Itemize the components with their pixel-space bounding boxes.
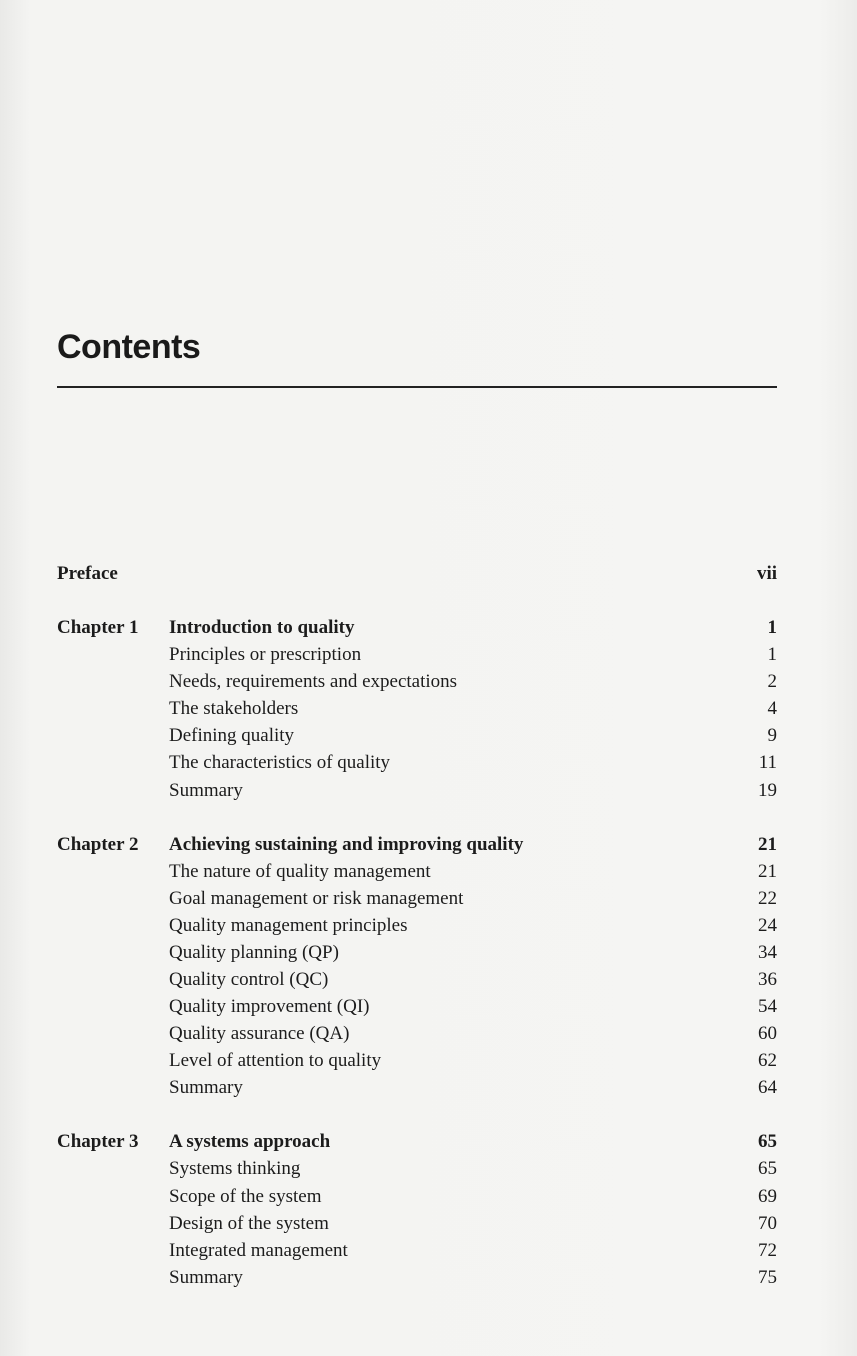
section-title: Systems thinking <box>169 1158 301 1180</box>
section-title: Quality improvement (QI) <box>169 996 370 1018</box>
preface-page: vii <box>756 563 777 584</box>
section-title: Level of attention to quality <box>169 1050 382 1072</box>
chapter-label: Chapter 3 <box>57 1131 139 1153</box>
section-page: 22 <box>758 887 777 909</box>
toc-section[interactable] <box>57 777 777 804</box>
toc-chapter[interactable] <box>57 831 777 858</box>
toc-section[interactable] <box>57 668 777 695</box>
section-title: The stakeholders <box>169 698 299 720</box>
title-rule <box>57 386 777 388</box>
section-page: 62 <box>758 1050 777 1072</box>
preface-label: Preface <box>57 563 118 584</box>
toc-section[interactable] <box>57 1183 777 1210</box>
toc-section[interactable] <box>57 1074 777 1101</box>
toc-preface[interactable] <box>57 560 777 587</box>
chapter-page: 1 <box>767 616 777 638</box>
section-title: Summary <box>169 1266 243 1288</box>
chapter-label: Chapter 2 <box>57 833 139 855</box>
toc-section[interactable] <box>57 1020 777 1047</box>
toc-section[interactable] <box>57 939 777 966</box>
section-title: Quality assurance (QA) <box>169 1023 350 1045</box>
section-page: 1 <box>767 644 777 666</box>
section-title: Summary <box>169 1077 243 1099</box>
spacer <box>57 1101 777 1128</box>
section-title: Quality control (QC) <box>169 969 329 990</box>
section-page: 64 <box>758 1077 777 1099</box>
toc-chapter[interactable] <box>57 1128 777 1155</box>
section-title: Principles or prescription <box>169 644 362 666</box>
section-title: Defining quality <box>169 725 295 747</box>
spacer <box>57 804 777 831</box>
toc-section[interactable] <box>57 993 777 1020</box>
page-title: Contents <box>57 328 201 366</box>
section-page: 11 <box>758 752 777 774</box>
section-page: 72 <box>758 1239 777 1261</box>
section-title: Integrated management <box>169 1239 348 1261</box>
toc-section[interactable] <box>57 722 777 749</box>
section-page: 54 <box>758 996 777 1018</box>
section-page: 75 <box>758 1266 777 1288</box>
section-page: 70 <box>758 1212 777 1234</box>
section-title: Summary <box>169 779 243 801</box>
toc-section[interactable] <box>57 1210 777 1237</box>
section-page: 34 <box>758 941 777 963</box>
toc-section[interactable] <box>57 912 777 939</box>
section-page: 36 <box>758 969 777 990</box>
chapter-page: 21 <box>758 833 777 855</box>
toc-section[interactable] <box>57 858 777 885</box>
toc-section[interactable] <box>57 641 777 668</box>
chapter-page: 65 <box>758 1131 777 1153</box>
spacer <box>57 587 777 614</box>
section-page: 24 <box>758 914 777 936</box>
toc-section[interactable] <box>57 695 777 722</box>
section-page: 60 <box>758 1023 777 1045</box>
chapter-label: Chapter 1 <box>57 616 139 638</box>
section-page: 65 <box>758 1158 777 1180</box>
section-page: 19 <box>758 779 777 801</box>
toc-section[interactable] <box>57 885 777 912</box>
toc-section[interactable] <box>57 1264 777 1291</box>
toc-chapter[interactable] <box>57 614 777 641</box>
toc-section[interactable] <box>57 1155 777 1182</box>
section-title: Design of the system <box>169 1212 329 1234</box>
toc-section[interactable] <box>57 1237 777 1264</box>
toc-section[interactable] <box>57 1047 777 1074</box>
section-page: 69 <box>758 1185 777 1207</box>
section-page: 4 <box>767 698 777 720</box>
section-title: Needs, requirements and expectations <box>169 671 458 693</box>
section-title: The nature of quality management <box>169 860 431 882</box>
toc-section[interactable] <box>57 966 777 993</box>
section-page: 9 <box>767 725 777 747</box>
section-title: Scope of the system <box>169 1185 322 1207</box>
section-title: The characteristics of quality <box>169 752 391 774</box>
toc-section[interactable] <box>57 749 777 776</box>
section-title: Quality management principles <box>169 914 408 936</box>
table-of-contents <box>57 560 777 1291</box>
section-page: 2 <box>767 671 777 693</box>
section-title: Quality planning (QP) <box>169 941 339 963</box>
chapter-title: A systems approach <box>169 1131 331 1153</box>
section-page: 21 <box>758 860 777 882</box>
chapter-title: Achieving sustaining and improving quality <box>169 833 524 855</box>
section-title: Goal management or risk management <box>169 887 464 909</box>
chapter-title: Introduction to quality <box>169 616 355 638</box>
